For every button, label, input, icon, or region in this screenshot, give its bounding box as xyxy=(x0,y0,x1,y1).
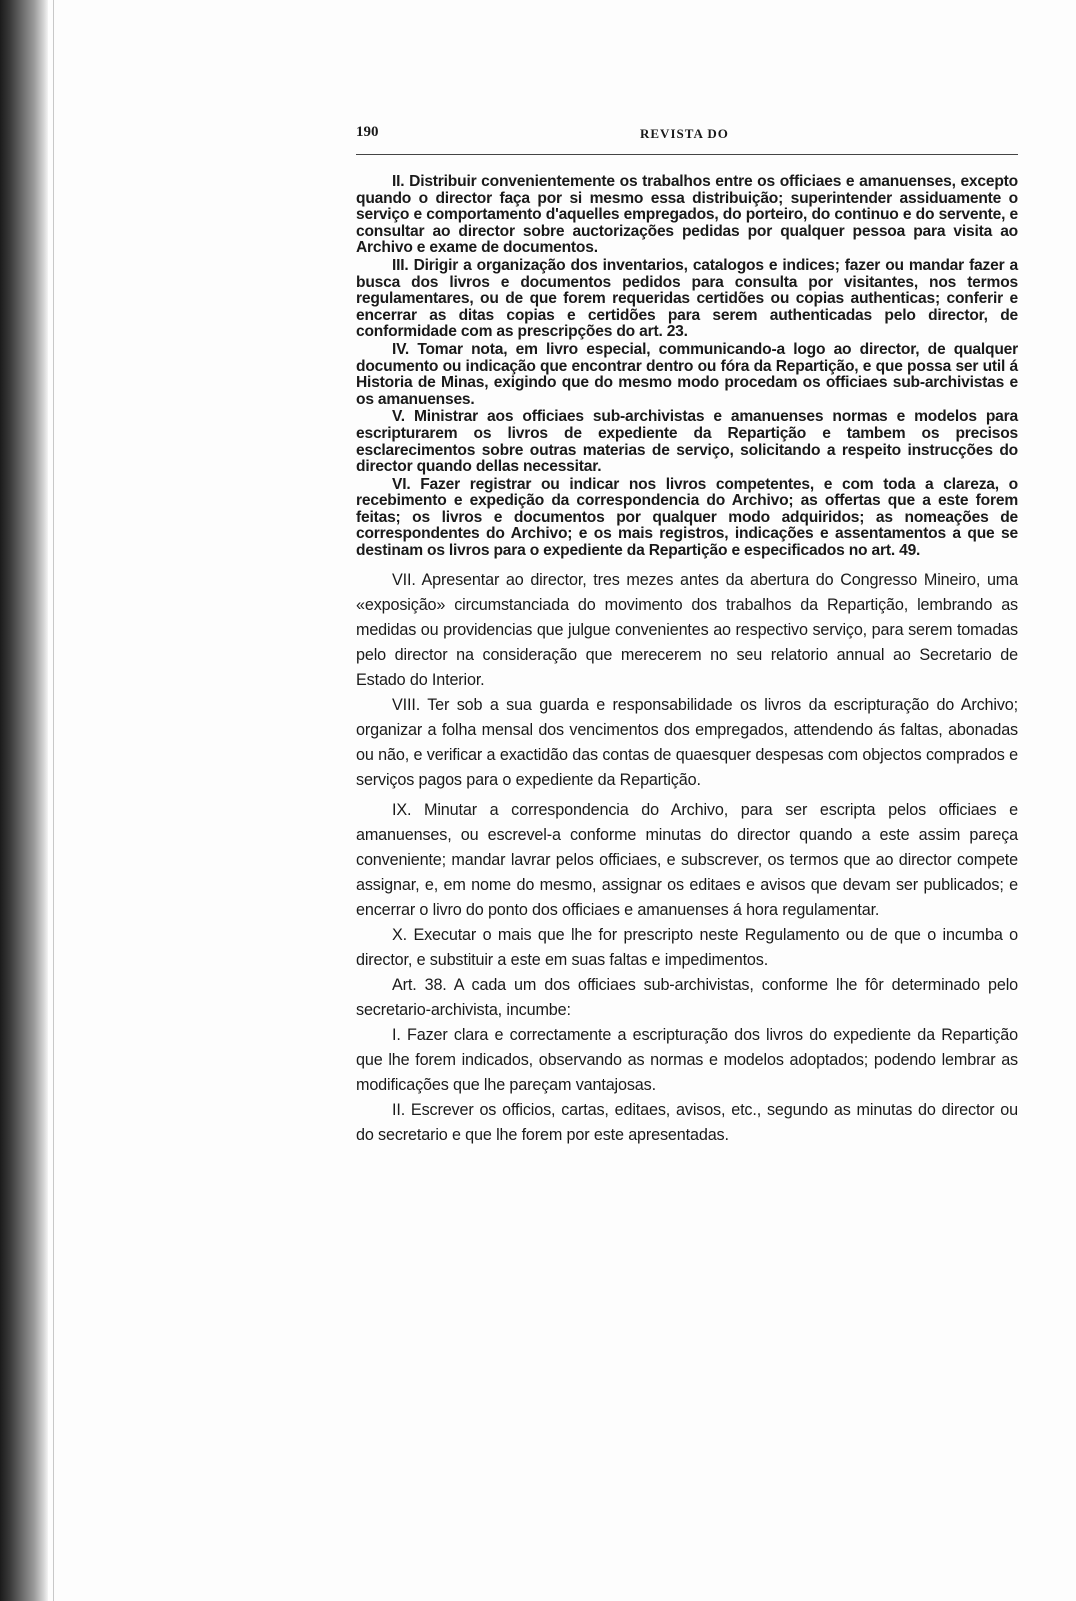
paragraph-art38-item-i: I. Fazer clara e correctamente a escripturação dos livros do expediente da Repartição que lhe forem indicados, observando as normas e modelos adoptados; podendo lembrar as modificações que lhe pareçam vantajosas. xyxy=(356,1025,1018,1094)
paragraph-item-x: X. Executar o mais que lhe for prescripto neste Regulamento ou de que o incumba o director, e substituir a este em suas faltas e impedimentos. xyxy=(356,925,1018,969)
paragraph-item-iv: IV. Tomar nota, em livro especial, communicando-a logo ao director, de qualquer documento ou indicação que encontrar dentro ou fóra da Repartição, e que possa ser util á Historia de Minas, exigindo que do mesmo modo procedam os officiaes sub-archivistas e os amanuenses. xyxy=(356,340,1018,408)
paragraph-item-vii: VII. Apresentar ao director, tres mezes antes da abertura do Congresso Mineiro, uma «exposição» circumstanciada do movimento dos trabalhos da Repartição, lembrando as medidas ou providencias que julgue convenientes ao respectivo serviço, para serem tomadas pelo director na consideração que merecerem no seu relatorio annual ao Secretario de Estado do Interior. xyxy=(356,570,1018,689)
running-header xyxy=(356,124,1018,146)
page-fold-line xyxy=(53,0,54,1601)
paragraph-item-iii: III. Dirigir a organização dos inventarios, catalogos e indices; fazer ou mandar fazer a busca dos livros e documentos pedidos para consulta por visitantes, nos termos regulamentares, ou de que forem requeridas certidões ou copias authenticas; conferir e encerrar as ditas copias e certidões para serem authenticadas pelo director, de conformidade com as prescripções do art. 23. xyxy=(356,256,1018,341)
header-rule xyxy=(356,154,1018,155)
book-binding-shadow xyxy=(0,0,48,1601)
paragraph-item-vi: VI. Fazer registrar ou indicar nos livros competentes, e com toda a clareza, o recebimento e expedição da correspondencia do Archivo; as offertas que a este forem feitas; os livros e documentos por qualquer modo adquiridos; as nomeações de correspondentes do Archivo; e os mais registros, indicações e assentamentos a que se destinam os livros para o expediente da Repartição e especificados no art. 49. xyxy=(356,475,1018,560)
paragraph-item-ii: II. Distribuir convenientemente os trabalhos entre os officiaes e amanuenses, excepto quando o director faça por si mesmo essa distribuição; superintender assiduamente o serviço e comportamento d'aquelles empregados, do porteiro, do continuo e do servente, e consultar ao director sobre auctorizações pedidas por qualquer pessoa para visita ao Archivo e exame de documentos. xyxy=(356,173,1018,257)
paragraph-item-ix: IX. Minutar a correspondencia do Archivo, para ser escripta pelos officiaes e amanuenses, ou escrevel-a conforme minutas do director quando a este assim pareça conveniente; mandar lavrar pelos officiaes, e subscrever, os termos que ao director compete assignar, e, em nome do mesmo, assignar os editaes e avisos que devam ser publicados; e encerrar o livro do ponto dos officiaes e amanuenses á hora regulamentar. xyxy=(356,800,1018,919)
paragraph-art38-item-ii: II. Escrever os officios, cartas, editaes, avisos, etc., segundo as minutas do director ou do secretario e que lhe forem por este apresentadas. xyxy=(356,1100,1018,1144)
page-number: 190 xyxy=(356,124,379,140)
paragraph-item-v: V. Ministrar aos officiaes sub-archivistas e amanuenses normas e modelos para escripturarem os livros de expediente da Repartição e tambem os precisos esclarecimentos sobre outras materias de serviço, solicitando a respeito instrucções do director quando dellas necessitar. xyxy=(356,408,1018,476)
page-body xyxy=(356,174,1018,1148)
running-title: REVISTA DO xyxy=(640,126,729,141)
paragraph-item-viii: VIII. Ter sob a sua guarda e responsabilidade os livros da escripturação do Archivo; organizar a folha mensal dos vencimentos dos empregados, attendendo ás faltas, abonadas ou não, e verificar a exactidão das contas de quaesquer despesas com objectos comprados e serviços pagos para o expediente da Repartição. xyxy=(356,695,1018,789)
paragraph-article-38: Art. 38. A cada um dos officiaes sub-archivistas, conforme lhe fôr determinado pelo secretario-archivista, incumbe: xyxy=(356,975,1018,1019)
